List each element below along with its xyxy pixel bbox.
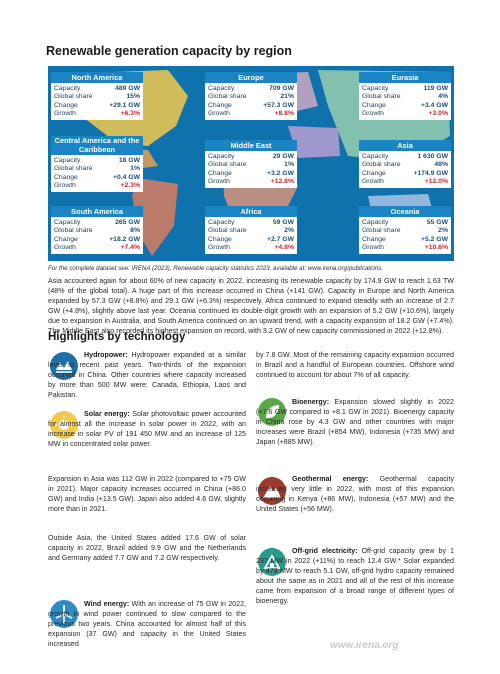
growth-label: Growth (54, 244, 76, 252)
region-eurasia (359, 72, 451, 120)
off-grid-text: Off-grid capacity grew by 1 237 MW in 2022 (+11%) to reach 12.4 GW.* Solar expanded by 478 MW to reach 5.1 GW, off-grid hydro capacity remained about the same as in 2021 and all of the rest of this increase came from expansion of a broad range of different types of bioenergy. (256, 547, 454, 605)
change-label: Change (54, 101, 78, 109)
share-value: 1% (130, 165, 140, 173)
solar-paragraph (48, 410, 246, 450)
growth-value: +7.4% (120, 244, 140, 252)
capacity-value: 29 GW (272, 153, 294, 160)
geothermal-label: Geothermal energy: (292, 475, 369, 483)
change-value: +57.3 GW (263, 101, 294, 109)
share-value: 4% (438, 93, 448, 101)
capacity-label: Capacity (54, 157, 81, 164)
off-grid-label: Off-grid electricity: (292, 547, 358, 555)
region-name: North America (51, 72, 143, 83)
growth-value: +12.8% (270, 178, 294, 186)
change-label: Change (54, 235, 78, 243)
watermark: www.irena.org (330, 640, 399, 651)
growth-label: Growth (54, 110, 76, 118)
capacity-label: Capacity (362, 219, 389, 226)
growth-label: Growth (208, 178, 230, 186)
share-value: 1% (284, 161, 294, 169)
growth-value: +4.8% (274, 244, 294, 252)
change-value: +18.2 GW (109, 235, 140, 243)
hydro-paragraph (48, 351, 246, 401)
region-name: Central America and the Caribbean (51, 136, 143, 155)
source-note: For the complete dataset see: IRENA (2023), Renewable capacity statistics 2023, available at: www.irena.org/publications. (48, 265, 384, 272)
growth-label: Growth (362, 178, 384, 186)
share-value: 2% (284, 227, 294, 235)
share-value: 48% (434, 161, 448, 169)
bioenergy-label: Bioenergy: (292, 398, 330, 406)
region-name: Oceania (359, 206, 451, 217)
growth-value: +10.6% (424, 244, 448, 252)
share-value: 8% (130, 227, 140, 235)
capacity-value: 265 GW (115, 219, 140, 226)
capacity-value: 55 GW (426, 219, 448, 226)
capacity-label: Capacity (208, 85, 235, 92)
solar-asia-paragraph: Expansion in Asia was 112 GW in 2022 (compared to +75 GW in 2021). Major capacity increases occurred in China (+86.0 GW) and India (+13.5 GW). Japan also added 4.6 GW, slightly more than in 2021. (48, 475, 246, 513)
region-north-america (51, 72, 143, 120)
change-value: +0.4 GW (112, 173, 140, 181)
bioenergy-text: Expansion slowed slightly in 2022 (+7.6 GW compared to +8.1 GW in 2021). Bioenergy capacity in China rose by 4.3 GW and other countries with major increases were Brazil (+854 MW), Indonesia (+735 MW) and Japan (+885 MW). (256, 398, 454, 446)
wind-paragraph (48, 600, 246, 650)
change-value: +174.9 GW (413, 169, 448, 177)
capacity-label: Capacity (208, 153, 235, 160)
change-value: +3.4 GW (420, 101, 448, 109)
growth-value: +8.8% (274, 110, 294, 118)
growth-label: Growth (208, 110, 230, 118)
share-value: 15% (126, 93, 140, 101)
growth-label: Growth (362, 244, 384, 252)
capacity-label: Capacity (54, 85, 81, 92)
change-label: Change (362, 235, 386, 243)
share-value: 21% (280, 93, 294, 101)
share-label: Global share (208, 161, 247, 169)
solar-text: Solar photovoltaic power accounted for almost all the increase in solar power in 2022, with an increase in solar PV of 191 450 MW and an increase of 125 MW in concentrated solar power. (48, 410, 246, 448)
wind-continued-paragraph: by 7.8 GW. Most of the remaining capacity expansion occurred in Brazil and a handful of European countries. Offshore wind continued to account for about 7% of all capacity. (256, 351, 454, 379)
change-label: Change (208, 101, 232, 109)
growth-value: +3.0% (428, 110, 448, 118)
region-name: Eurasia (359, 72, 451, 83)
page-title: Renewable generation capacity by region (46, 44, 292, 58)
share-label: Global share (208, 227, 247, 235)
capacity-value: 18 GW (118, 157, 140, 164)
capacity-label: Capacity (208, 219, 235, 226)
change-label: Change (362, 169, 386, 177)
region-name: Asia (359, 140, 451, 151)
capacity-value: 489 GW (115, 85, 140, 92)
bioenergy-paragraph (256, 398, 454, 448)
capacity-value: 59 GW (272, 219, 294, 226)
capacity-value: 119 GW (423, 85, 448, 92)
change-label: Change (208, 169, 232, 177)
share-label: Global share (54, 93, 93, 101)
capacity-label: Capacity (362, 85, 389, 92)
solar-label: Solar energy: (84, 410, 130, 418)
growth-label: Growth (54, 182, 76, 190)
change-label: Change (362, 101, 386, 109)
highlights-title: Highlights by technology (48, 331, 186, 343)
change-value: +29.1 GW (109, 101, 140, 109)
solar-outside-asia-paragraph: Outside Asia, the United States added 17.6 GW of solar capacity in 2022, Brazil added 9.9 GW and the Netherlands and Germany added 7.7 GW and 7.2 GW respectively. (48, 534, 246, 562)
growth-label: Growth (208, 244, 230, 252)
region-middle-east (205, 140, 297, 188)
hydro-label: Hydropower: (84, 351, 128, 359)
share-value: 2% (438, 227, 448, 235)
growth-value: +6.3% (120, 110, 140, 118)
region-africa (205, 206, 297, 254)
share-label: Global share (54, 165, 93, 173)
change-label: Change (208, 235, 232, 243)
region-south-america (51, 206, 143, 254)
growth-value: +2.3% (120, 182, 140, 190)
wind-text: With an increase of 75 GW in 2022, growth in wind power continued to slow compared to the previous two years. China accounted for almost half of this expansion (37 GW) and capacity in the United States increased (48, 600, 246, 648)
region-asia (359, 140, 451, 188)
growth-label: Growth (362, 110, 384, 118)
geothermal-paragraph (256, 475, 454, 515)
capacity-value: 1 630 GW (417, 153, 448, 160)
intro-paragraph: Asia accounted again for about 60% of new capacity in 2022, increasing its renewable capacity by 174.9 GW to reach 1.63 TW (48% of the global total). A huge part of this increase occurred in China (+141 GW). Capacity in Europe and North America expanded by 57.3 GW (+8.8%) and 29.1 GW (+6.3%) respectively. Africa continued to expand steadily with an increase of 2.7 GW (+4.8%), slightly above last year. Oceania continued its double-digit growth with an expansion of 5.2 GW (+10.6%), largely due to expansion in Australia, and South America continued on an upward trend, with a capacity expansion of 18.2 GW (+7.4%). The Middle East also recorded its highest expansion on record, with 3.2 GW of new capacity commissioned in 2022 (+12.8%). (48, 277, 454, 335)
region-central-america (51, 136, 143, 192)
change-label: Change (54, 173, 78, 181)
share-label: Global share (362, 227, 401, 235)
region-name: Europe (205, 72, 297, 83)
share-label: Global share (362, 93, 401, 101)
capacity-value: 709 GW (269, 85, 294, 92)
growth-value: +12.0% (424, 178, 448, 186)
region-europe (205, 72, 297, 120)
change-value: +2.7 GW (266, 235, 294, 243)
geothermal-text: Geothermal capacity increased very little in 2022, with most of this expansion occurring in Kenya (+86 MW), Indonesia (+57 MW) and the United States (+56 MW). (256, 475, 454, 513)
region-name: South America (51, 206, 143, 217)
region-name: Middle East (205, 140, 297, 151)
change-value: +3.2 GW (266, 169, 294, 177)
region-map (48, 66, 454, 261)
off-grid-paragraph (256, 547, 454, 606)
capacity-label: Capacity (362, 153, 389, 160)
share-label: Global share (208, 93, 247, 101)
share-label: Global share (54, 227, 93, 235)
region-oceania (359, 206, 451, 254)
change-value: +5.2 GW (420, 235, 448, 243)
hydro-text: Hydropower expanded at a similar level to recent past years. Two-thirds of the expansion occurred in China. Other countries where capacity increased by more than 500 MW were: Canada, Ethiopia, Laos and Pakistan. (48, 351, 246, 399)
capacity-label: Capacity (54, 219, 81, 226)
region-name: Africa (205, 206, 297, 217)
share-label: Global share (362, 161, 401, 169)
wind-label: Wind energy: (84, 600, 130, 608)
